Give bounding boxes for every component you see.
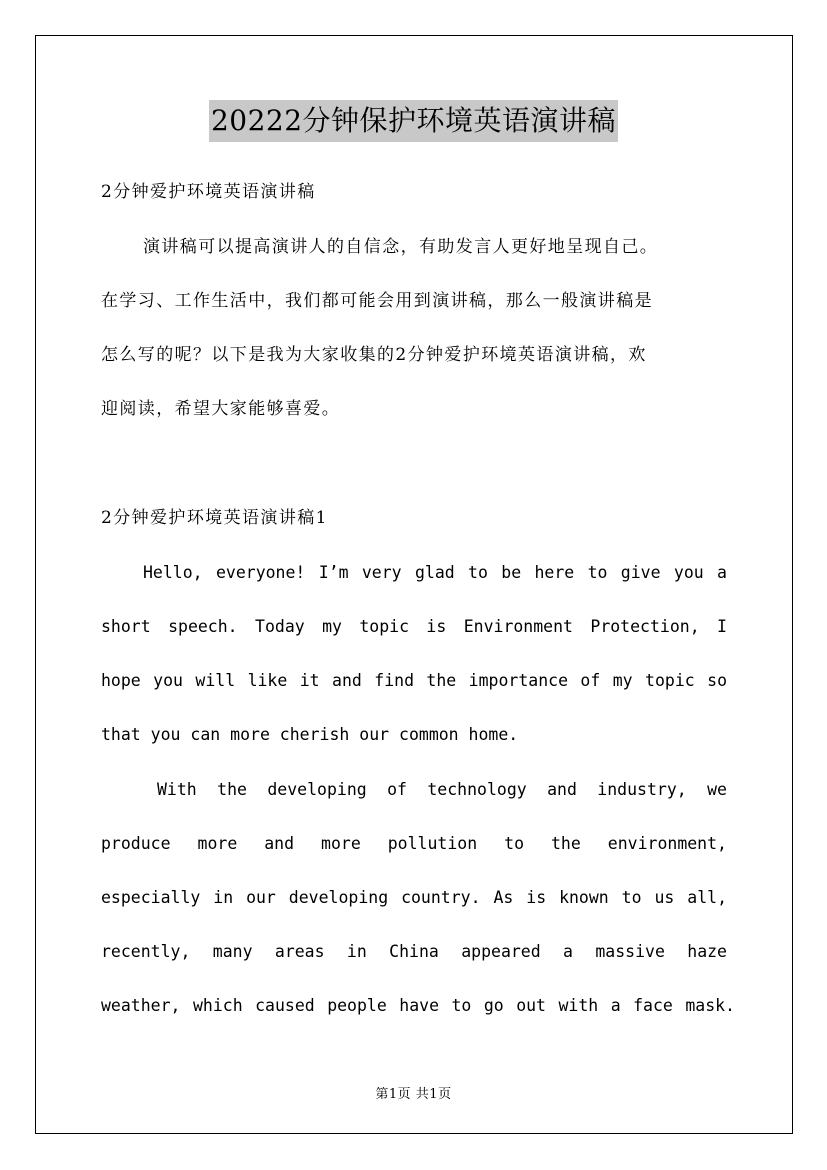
para1-line-3: hope you will like it and find the importance of my topic so [101, 671, 727, 690]
title-container [0, 100, 827, 142]
page-number-footer: 第1页 共1页 [375, 1087, 452, 1102]
para2-line-5: weather, which caused people have to go out with a face mask. [101, 996, 735, 1015]
para1-line-1: Hello, everyone! I’m very glad to be here to give you a [143, 563, 727, 582]
para2-line-4: recently, many areas in China appeared a massive haze [101, 942, 727, 961]
subheading-2: 2分钟爱护环境英语演讲稿1 [101, 508, 328, 528]
para2-line-1: With the developing of technology and industry, we [157, 780, 727, 799]
para2-line-2: produce more and more pollution to the environment, [101, 834, 727, 853]
intro-line-3: 怎么写的呢？以下是我为大家收集的2分钟爱护环境英语演讲稿，欢 [101, 345, 647, 365]
intro-line-1: 演讲稿可以提高演讲人的自信念，有助发言人更好地呈现自己。 [143, 237, 659, 257]
para1-line-4: that you can more cherish our common home. [101, 725, 519, 744]
document-title: 20222分钟保护环境英语演讲稿 [209, 100, 618, 142]
para1-line-2: short speech. Today my topic is Environment Protection, I [101, 617, 727, 636]
subheading-1: 2分钟爱护环境英语演讲稿 [101, 182, 316, 202]
intro-line-2: 在学习、工作生活中，我们都可能会用到演讲稿，那么一般演讲稿是 [101, 291, 653, 311]
para2-line-3: especially in our developing country. As is known to us all, [101, 888, 727, 907]
intro-line-4: 迎阅读，希望大家能够喜爱。 [101, 399, 341, 419]
